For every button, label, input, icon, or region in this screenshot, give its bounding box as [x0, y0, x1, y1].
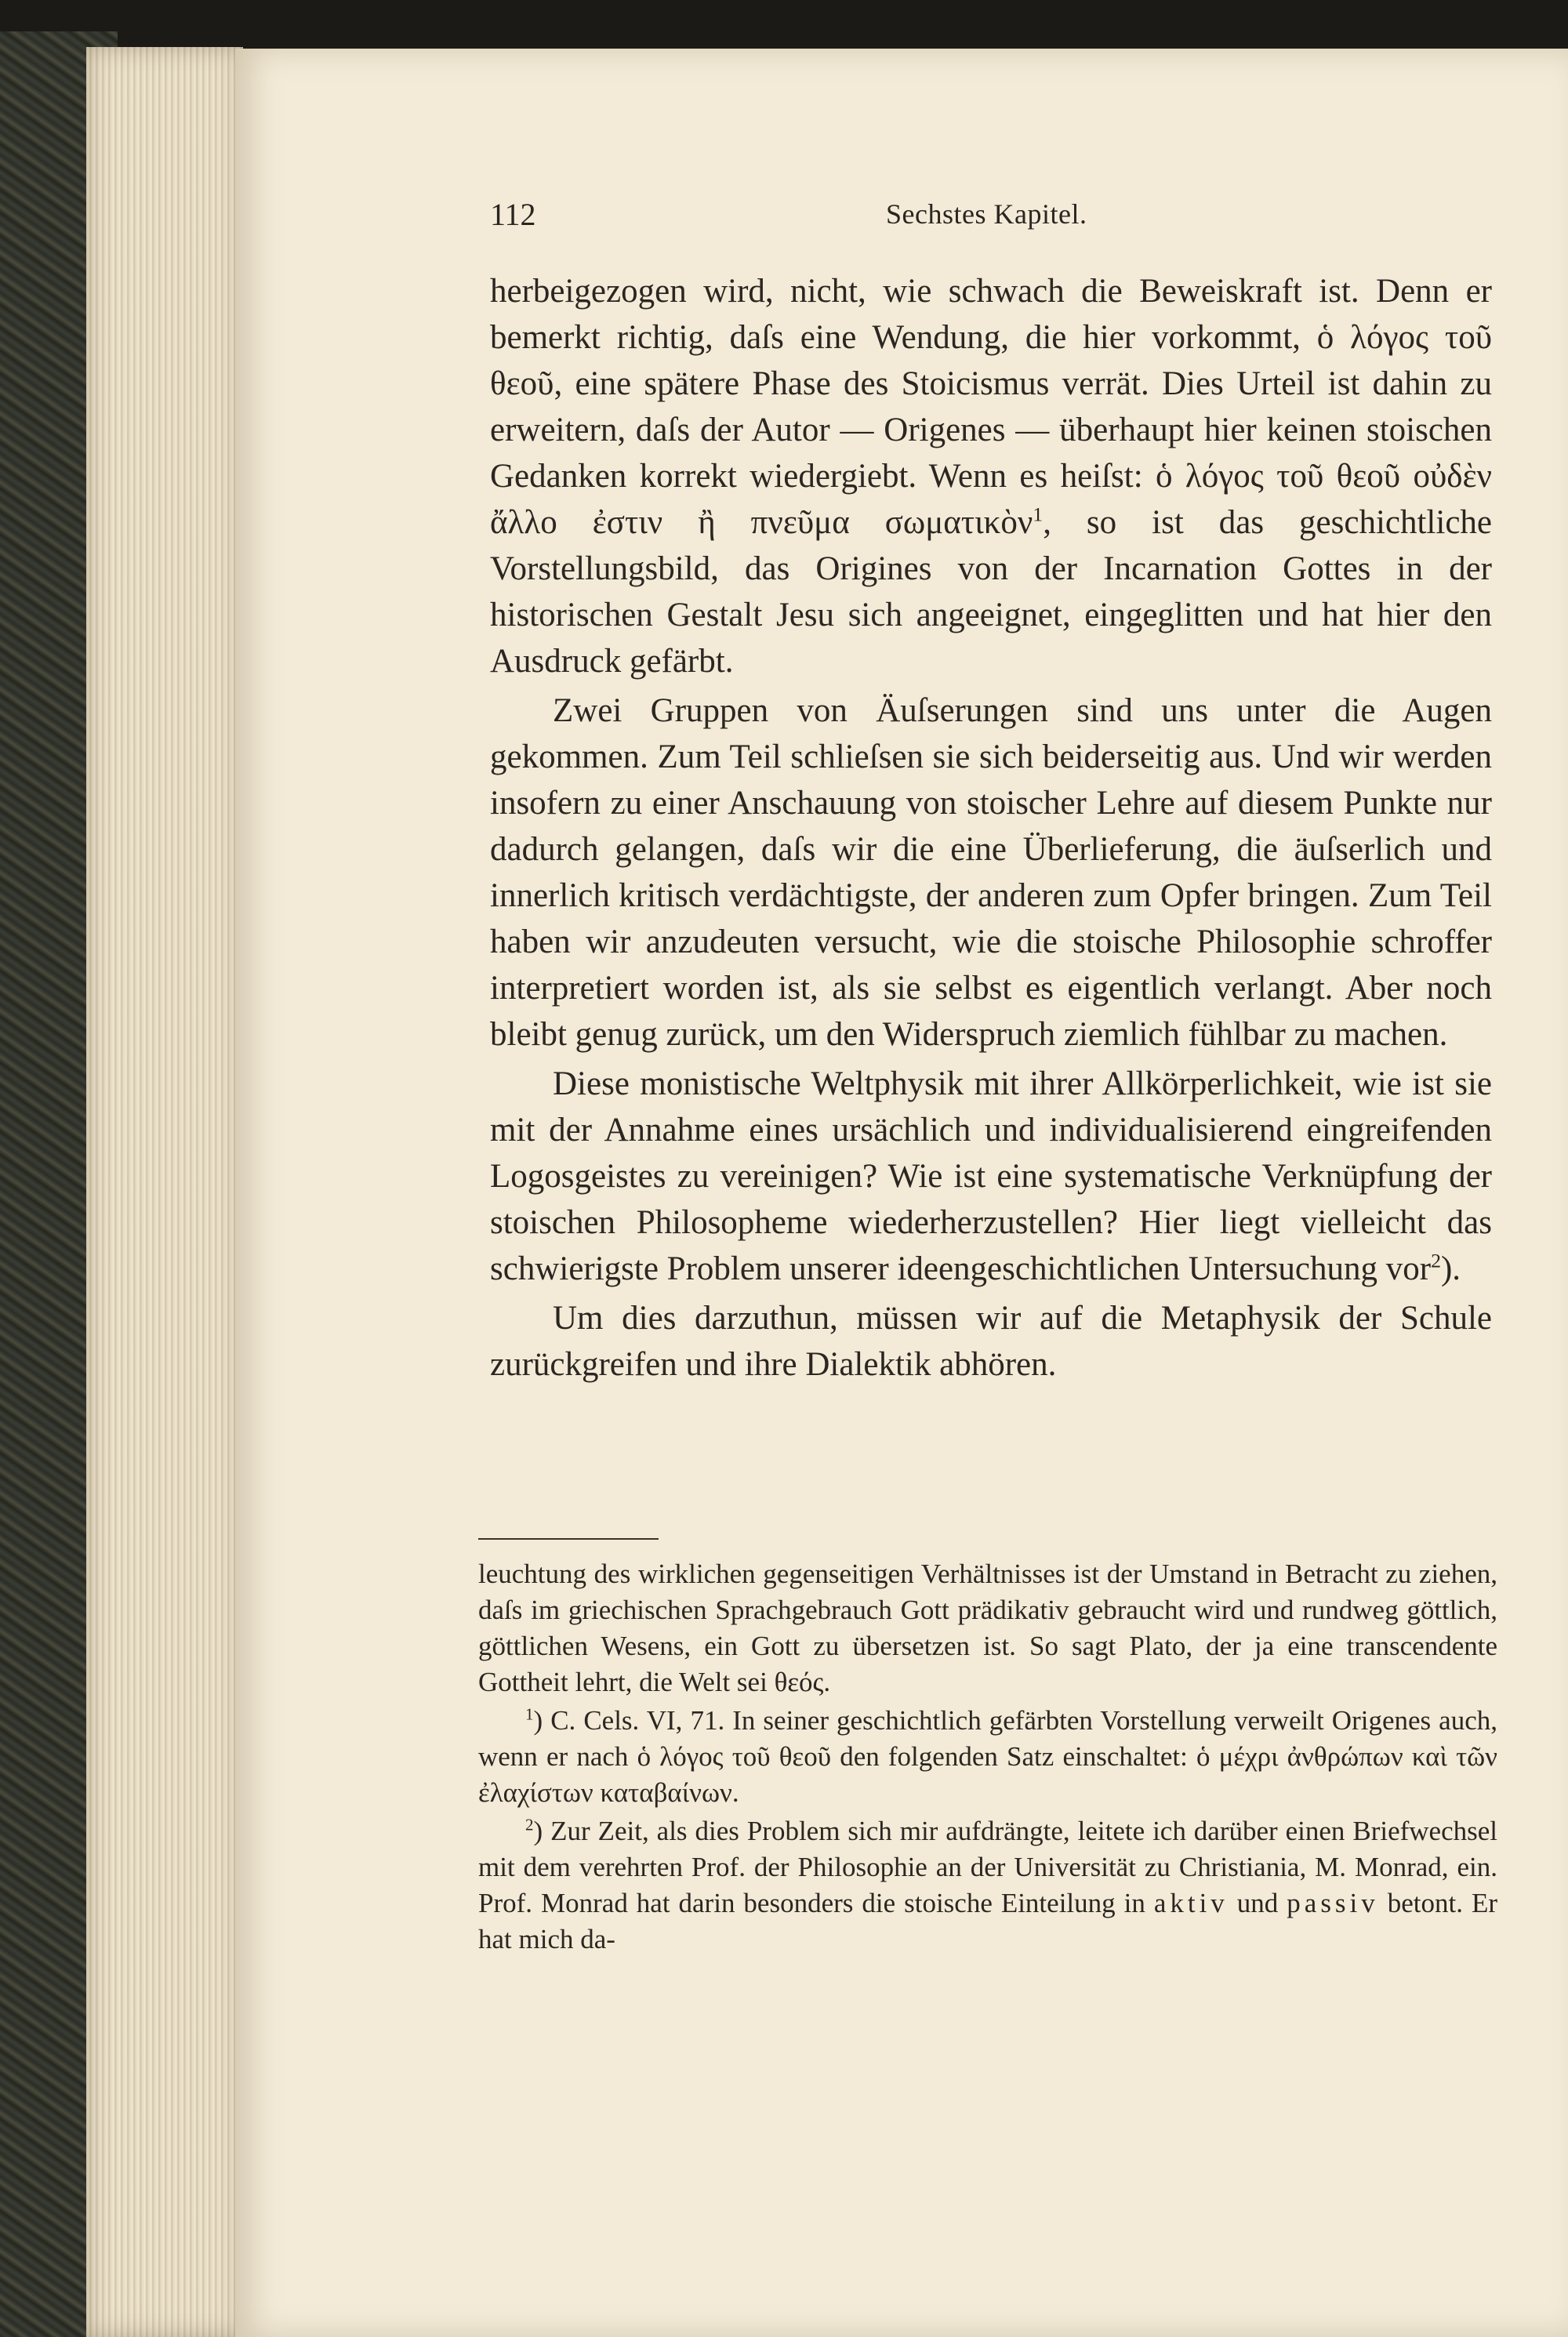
footnote-1-marker: 1 — [525, 1704, 534, 1724]
footnote-ref-1: 1 — [1033, 503, 1044, 526]
page-header — [490, 196, 1494, 243]
page-edges — [86, 47, 243, 2337]
page-number: 112 — [490, 197, 536, 232]
footnote-2-und: und — [1228, 1888, 1287, 1918]
paragraph-3-text: Diese monistische Weltphysik mit ihrer Allkörperlichkeit, wie ist sie mit der Annahme eines ursächlich und individualisierend eingreifenden Logosgeistes zu vereinigen? Wie ist eine systematische Verknüpfung der stoischen Philosopheme wiederherzustellen? Hier liegt vielleicht das schwierigste Problem unserer ideengeschichtlichen Untersuchung vor — [490, 1065, 1492, 1287]
footnote-divider — [478, 1538, 659, 1540]
footnote-2-passiv: passiv — [1287, 1888, 1379, 1918]
footnote-1 — [478, 1703, 1497, 1811]
paragraph-1-text: herbeigezogen wird, nicht, wie schwach die Beweiskraft ist. Denn er bemerkt richtig, daſs eine Wendung, die hier vorkommt, ὁ λόγος τοῦ θεοῦ, eine spätere Phase des Stoicismus verrät. Dies Urteil ist dahin zu erweitern, daſs der Autor — Origenes — überhaupt hier keinen stoischen Gedanken korrekt wiedergiebt. Wenn es heiſst: ὁ λόγος τοῦ θεοῦ οὐδὲν ἄλλο ἐστιν ἢ πνεῦμα σωματικὸν — [490, 273, 1492, 541]
paragraph-4: Um dies darzuthun, müssen wir auf die Metaphysik der Schule zurückgreifen und ihre Dialektik abhören. — [490, 1300, 1492, 1383]
footnote-2-aktiv: aktiv — [1153, 1888, 1229, 1918]
paragraph-1 — [490, 268, 1492, 684]
footnote-2-text-b: betont. Er hat mich da- — [478, 1888, 1498, 1954]
footnote-2-marker: 2 — [525, 1815, 534, 1834]
paragraph-1-rest: , so ist das geschichtliche Vorstellungsbild, das Origines von der Incarnation Gottes in der historischen Gestalt Jesu sich angeeignet, eingeglitten und hat hier den Ausdruck gefärbt. — [490, 504, 1492, 680]
footnotes — [478, 1556, 1497, 1960]
footnote-2-text-a: ) Zur Zeit, als dies Problem sich mir aufdrängte, leitete ich darüber einen Briefwechsel mit dem verehrten Prof. der Philosophie an der Universität zu Christiania, M. Monrad, ein. Prof. Monrad hat darin besonders die stoische Einteilung in — [478, 1816, 1497, 1918]
paragraph-3-end: ). — [1440, 1250, 1461, 1287]
paragraph-2: Zwei Gruppen von Äuſserungen sind uns unter die Augen gekommen. Zum Teil schlieſsen sie sich beiderseitig aus. Und wir werden insofern zu einer Anschauung von stoischer Lehre auf diesem Punkte nur dadurch gelangen, daſs wir die eine Überlieferung, die äuſserlich und innerlich kritisch verdächtigste, der anderen zum Opfer bringen. Zum Teil haben wir anzudeuten versucht, wie die stoische Philosophie schroffer interpretiert worden ist, als sie selbst es eigentlich verlangt. Aber noch bleibt genug zurück, um den Widerspruch ziemlich fühlbar zu machen. — [490, 692, 1492, 1053]
footnote-continued: leuchtung des wirklichen gegenseitigen Verhältnisses ist der Umstand in Betracht zu ziehen, daſs im griechischen Sprachgebrauch Gott prädikativ gebraucht wird und rundweg göttlich, göttlichen Wesens, ein Gott zu übersetzen ist. So sagt Plato, der ja eine transcendente Gottheit lehrt, die Welt sei θεός. — [478, 1559, 1497, 1697]
footnote-ref-2: 2 — [1431, 1249, 1441, 1272]
footnote-2 — [478, 1813, 1497, 1958]
running-title: Sechstes Kapitel. — [886, 198, 1087, 230]
main-text — [490, 268, 1492, 1391]
paragraph-3 — [490, 1061, 1492, 1292]
footnote-1-text: ) C. Cels. VI, 71. In seiner geschichtlich gefärbten Vorstellung verweilt Origenes auch, wenn er nach ὁ λόγος τοῦ θεοῦ den folgenden Satz einschaltet: ὁ μέχρι ἀνθρώπων καὶ τῶν ἐλαχίστων καταβαίνων. — [478, 1705, 1497, 1808]
